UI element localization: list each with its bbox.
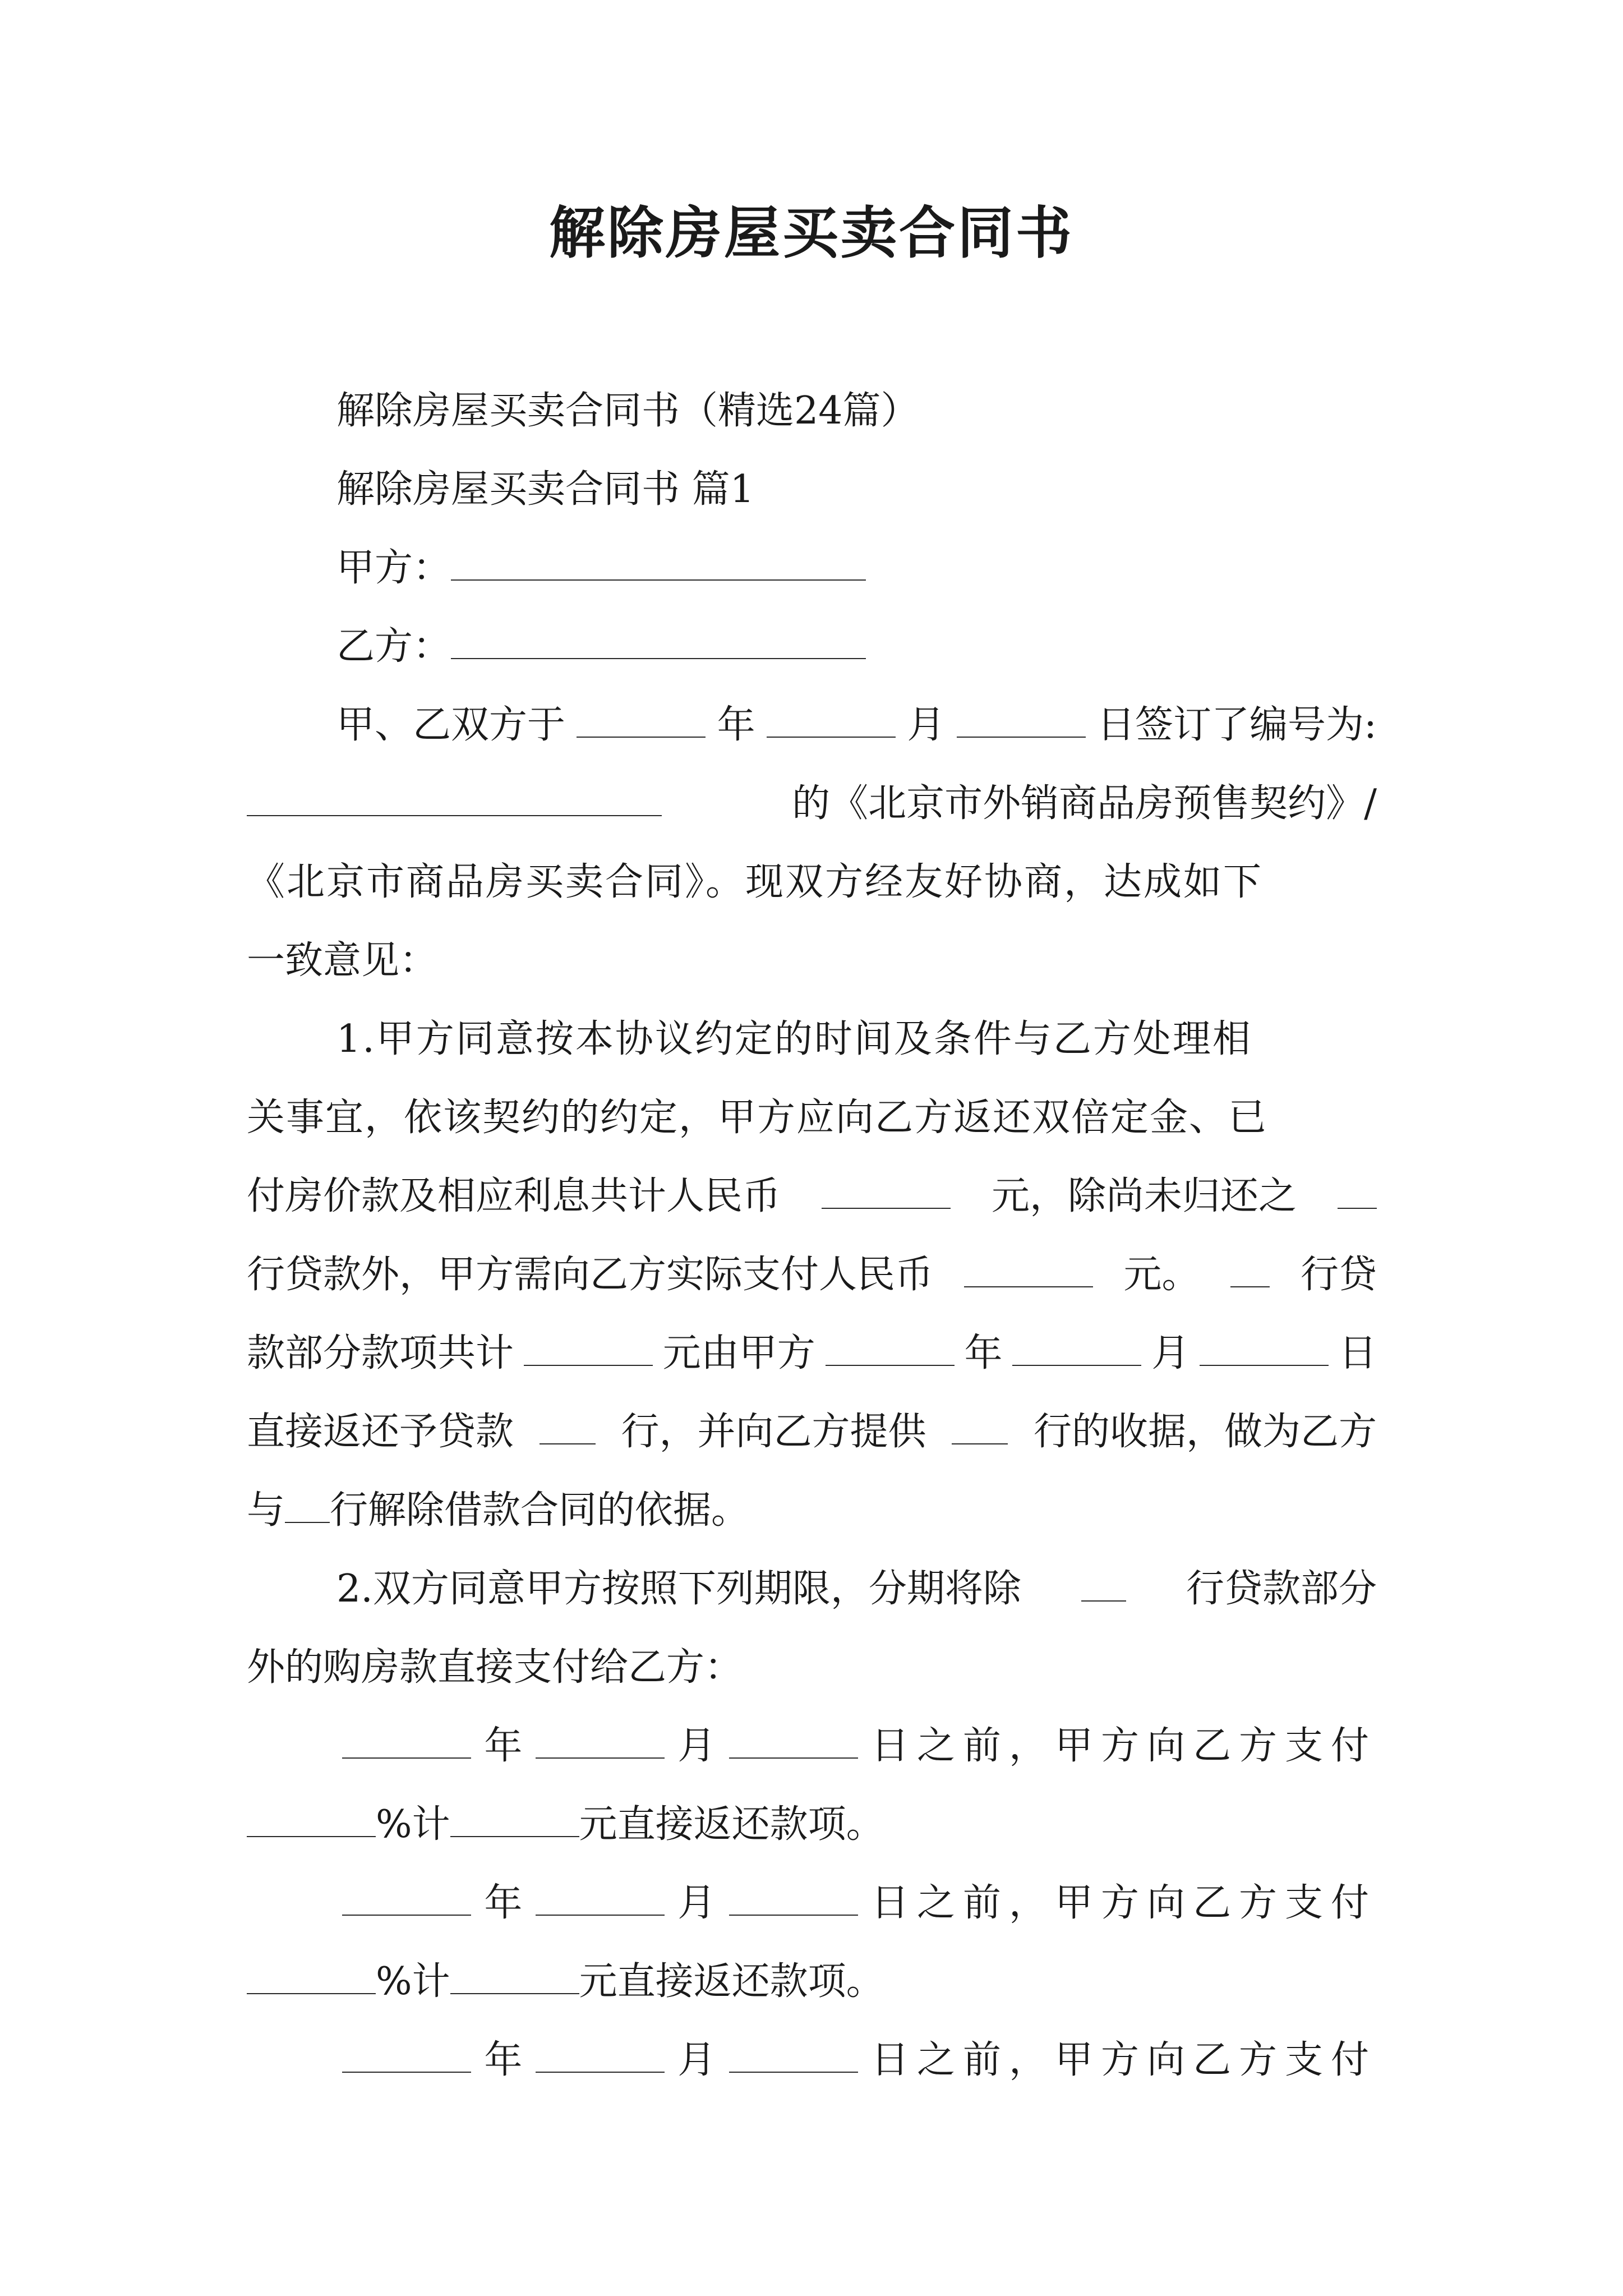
clause1-text: 行贷款外，甲方需向乙方实际支付人民币: [247, 1253, 934, 1297]
clause2-line-2: 外的购房款直接支付给乙方：: [247, 1645, 743, 1690]
bank-name-blank[interactable]: [1230, 1251, 1270, 1287]
installment-text: 元直接返还款项。: [579, 1959, 884, 2004]
intro-text: 月: [907, 703, 946, 747]
installment-text: 日之前，甲方向乙方支付: [870, 2038, 1377, 2082]
installment-text: 日之前，甲方向乙方支付: [870, 1881, 1377, 1925]
section-heading: 解除房屋买卖合同书 篇1: [336, 467, 754, 512]
intro-line-1: [336, 700, 1377, 751]
clause1-text: 行贷: [1300, 1253, 1377, 1297]
clause1-line-7: [247, 1485, 749, 1536]
repay-month-blank[interactable]: [1012, 1330, 1141, 1366]
clause1-text: 款部分款项共计: [247, 1331, 514, 1375]
installment-1-line-1: [342, 1721, 1377, 1772]
installment-day-blank[interactable]: [729, 2037, 858, 2073]
bank-name-blank[interactable]: [952, 1409, 1008, 1444]
clause1-line-1: 1.甲方同意按本协议约定的时间及条件与乙方处理相: [336, 1017, 1252, 1061]
installment-day-blank[interactable]: [729, 1880, 858, 1916]
actual-payment-blank[interactable]: [964, 1251, 1093, 1287]
installment-year-blank[interactable]: [342, 1880, 471, 1916]
clause2-text: 行贷款部分: [1186, 1567, 1377, 1611]
installment-text: %计: [376, 1959, 450, 2004]
clause1-text: 元。: [1123, 1253, 1200, 1297]
intro-line-3: 《北京市商品房买卖合同》。现双方经友好协商，达成如下: [247, 860, 1264, 904]
clause1-line-2: 关事宜，依该契约的约定，甲方应向乙方返还双倍定金、已: [247, 1096, 1268, 1140]
installment-percent-blank[interactable]: [247, 1958, 376, 1994]
sign-month-blank[interactable]: [767, 702, 896, 738]
loan-amount-blank[interactable]: [524, 1330, 653, 1366]
installment-text: 月: [677, 2038, 716, 2082]
document-subtitle: 解除房屋买卖合同书（精选24篇）: [336, 389, 919, 433]
clause1-text: 行的收据，做为乙方: [1033, 1410, 1377, 1454]
intro-text: 甲、乙双方于: [336, 703, 566, 747]
document-title: 解除房屋买卖合同书: [549, 200, 1074, 266]
installment-percent-blank[interactable]: [247, 1801, 376, 1837]
party-b-label: 乙方：: [336, 624, 451, 669]
sign-day-blank[interactable]: [957, 702, 1086, 738]
installment-day-blank[interactable]: [729, 1723, 858, 1759]
clause1-text: 年: [964, 1331, 1003, 1375]
installment-text: 年: [484, 1881, 523, 1925]
installment-1-line-2: [247, 1800, 884, 1850]
installment-amount-blank[interactable]: [450, 1958, 579, 1994]
clause2-text: 2.双方同意甲方按照下列期限，分期将除: [336, 1567, 1021, 1611]
sign-year-blank[interactable]: [577, 702, 706, 738]
clause1-line-3: [247, 1171, 1377, 1222]
clause1-line-4: [247, 1250, 1377, 1300]
installment-month-blank[interactable]: [536, 1880, 665, 1916]
intro-text: 的《北京市外销商品房预售契约》/: [792, 781, 1377, 826]
installment-text: 日之前，甲方向乙方支付: [870, 1724, 1377, 1768]
intro-line-2: [247, 779, 1377, 829]
installment-3-line-1: [342, 2035, 1377, 2086]
installment-text: 年: [484, 2038, 523, 2082]
bank-name-blank[interactable]: [1081, 1566, 1126, 1602]
bank-name-blank[interactable]: [285, 1487, 330, 1523]
clause1-text: 月: [1151, 1331, 1190, 1375]
installment-text: %计: [376, 1802, 450, 1847]
party-b-blank[interactable]: [451, 623, 866, 659]
intro-text: 日签订了编号为:: [1097, 703, 1377, 747]
installment-text: 元直接返还款项。: [579, 1802, 884, 1847]
party-a-label: 甲方：: [336, 546, 451, 590]
installment-2-line-2: [247, 1957, 884, 2007]
repay-year-blank[interactable]: [826, 1330, 955, 1366]
clause1-text: 直接返还予贷款: [247, 1410, 514, 1454]
clause2-line-1: [336, 1564, 1377, 1614]
repay-day-blank[interactable]: [1200, 1330, 1329, 1366]
clause1-text: 元由甲方: [662, 1331, 815, 1375]
party-b-line: [336, 622, 866, 672]
installment-text: 月: [677, 1724, 716, 1768]
clause1-text: 行解除借款合同的依据。: [330, 1488, 750, 1533]
clause1-text: 元，除尚未归还之: [991, 1174, 1297, 1218]
installment-text: 年: [484, 1724, 523, 1768]
party-a-blank[interactable]: [451, 545, 866, 581]
clause1-text: 付房价款及相应利息共计人民币: [247, 1174, 781, 1218]
total-amount-blank[interactable]: [822, 1173, 951, 1209]
installment-2-line-1: [342, 1878, 1377, 1929]
clause1-line-6: [247, 1407, 1377, 1457]
installment-month-blank[interactable]: [536, 2037, 665, 2073]
clause1-text: 与: [247, 1488, 285, 1533]
bank-name-blank[interactable]: [540, 1409, 596, 1444]
intro-text: 年: [717, 703, 755, 747]
installment-text: 月: [677, 1881, 716, 1925]
installment-year-blank[interactable]: [342, 1723, 471, 1759]
bank-name-blank[interactable]: [1338, 1173, 1377, 1209]
party-a-line: [336, 543, 866, 593]
intro-line-4: 一致意见：: [247, 938, 438, 983]
installment-month-blank[interactable]: [536, 1723, 665, 1759]
installment-amount-blank[interactable]: [450, 1801, 579, 1837]
clause1-text: 日: [1338, 1331, 1377, 1375]
clause1-line-5: [247, 1328, 1377, 1379]
clause1-text: 行，并向乙方提供: [621, 1410, 926, 1454]
installment-year-blank[interactable]: [342, 2037, 471, 2073]
contract-number-blank[interactable]: [247, 780, 662, 816]
